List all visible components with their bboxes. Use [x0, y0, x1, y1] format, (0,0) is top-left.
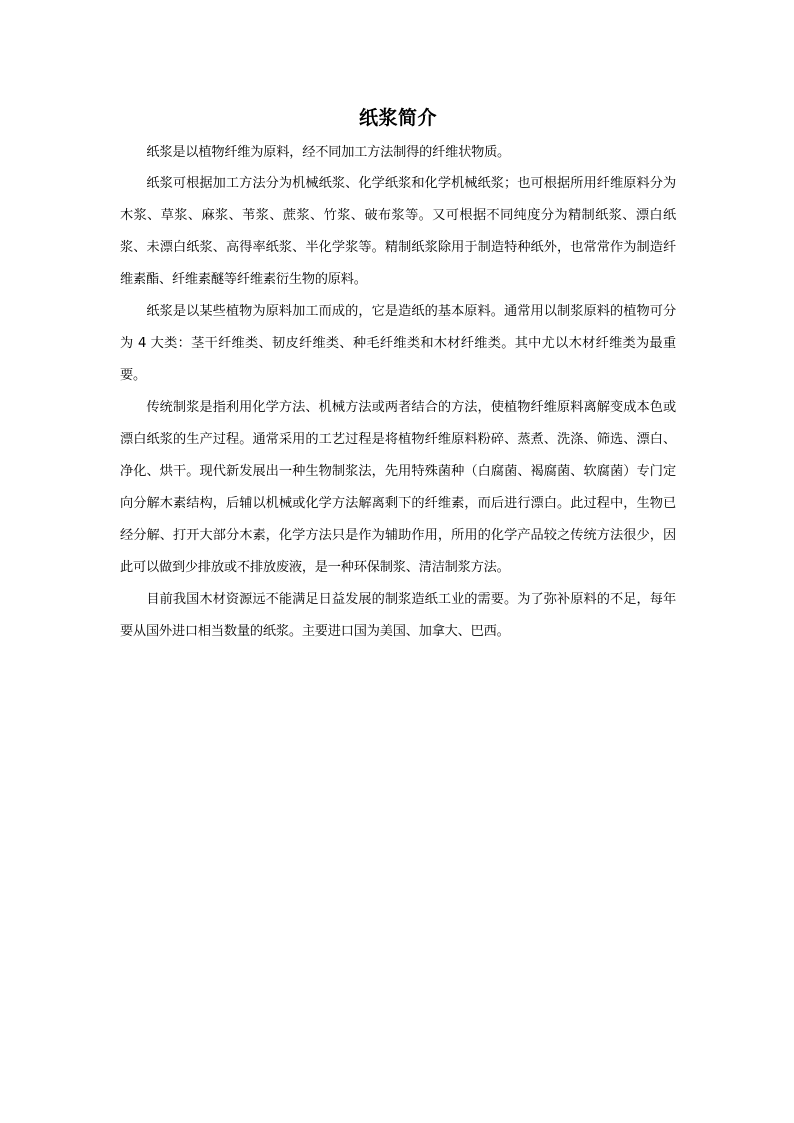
paragraph-imports: 目前我国木材资源远不能满足日益发展的制浆造纸工业的需要。为了弥补原料的不足，每年要从国外进口相当数量的纸浆。主要进口国为美国、加拿大、巴西。: [120, 592, 676, 639]
document-page: [120, 100, 676, 648]
paragraph-definition: 纸浆是以植物纤维为原料，经不同加工方法制得的纤维状物质。: [146, 145, 511, 160]
paragraph-raw-materials: 纸浆是以某些植物为原料加工而成的，它是造纸的基本原料。通常用以制浆原料的植物可分为 4 大类：茎干纤维类、韧皮纤维类、种毛纤维类和木材纤维类。其中尤以木材纤维类为最重要。: [120, 304, 676, 383]
paragraph-classification: 纸浆可根据加工方法分为机械纸浆、化学纸浆和化学机械纸浆；也可根据所用纤维原料分为木浆、草浆、麻浆、苇浆、蔗浆、竹浆、破布浆等。又可根据不同纯度分为精制纸浆、漂白纸浆、未漂白纸浆、高得率纸浆、半化学浆等。精制纸浆除用于制造特种纸外，也常常作为制造纤维素酯、纤维素醚等纤维素衍生物的原料。: [120, 176, 676, 287]
document-title: 纸浆简介: [358, 107, 437, 129]
paragraph-pulping-process: 传统制浆是指利用化学方法、机械方法或两者结合的方法，使植物纤维原料离解变成本色或漂白纸浆的生产过程。通常采用的工艺过程是将植物纤维原料粉碎、蒸煮、洗涤、筛选、漂白、净化、烘干。现代新发展出一种生物制浆法，先用特殊菌种（白腐菌、褐腐菌、软腐菌）专门定向分解木素结构，后辅以机械或化学方法解离剩下的纤维素，而后进行漂白。此过程中，生物已经分解、打开大部分木素，化学方法只是作为辅助作用，所用的化学产品较之传统方法很少，因此可以做到少排放或不排放废液，是一种环保制浆、清洁制浆方法。: [120, 400, 676, 575]
